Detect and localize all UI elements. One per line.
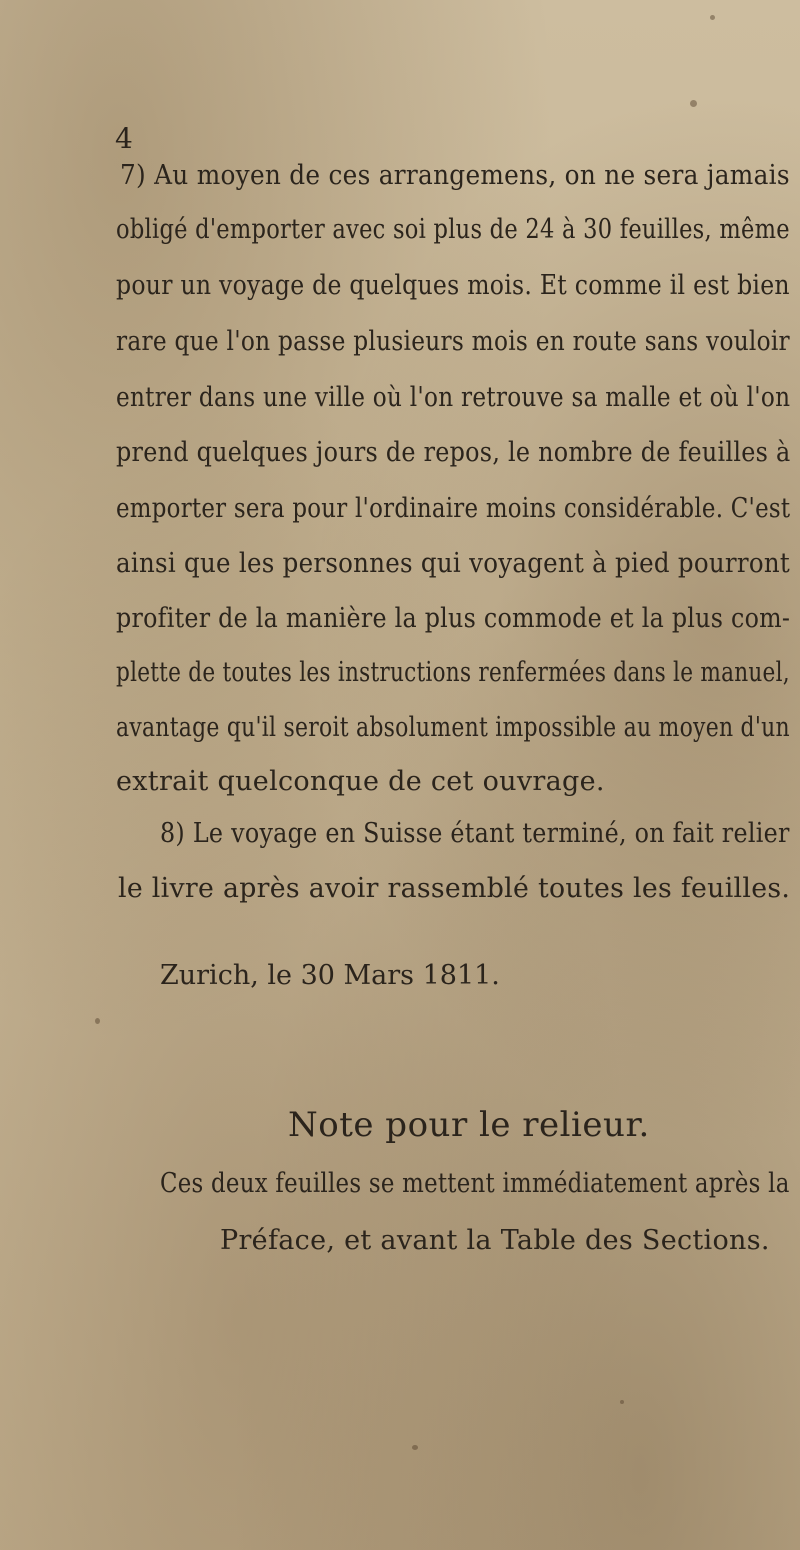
- text-line: rare que l'on passe plusieurs mois en route sans vouloir: [116, 326, 790, 357]
- text-line: entrer dans une ville où l'on retrouve sa malle et où l'on: [116, 382, 791, 413]
- text-line: 8) Le voyage en Suisse étant terminé, on fait relier: [160, 818, 790, 849]
- note-heading: Note pour le relieur.: [288, 1105, 650, 1145]
- foxing-spot: [95, 1018, 100, 1024]
- page-number: 4: [115, 122, 133, 155]
- foxing-spot: [620, 1400, 624, 1404]
- text-line: Préface, et avant la Table des Sections.: [220, 1225, 770, 1256]
- text-line: plette de toutes les instructions renfermées dans le manuel,: [116, 657, 790, 688]
- text-line: pour un voyage de quelques mois. Et comme il est bien: [116, 270, 790, 301]
- foxing-spot: [710, 15, 715, 20]
- text-line: obligé d'emporter avec soi plus de 24 à 30 feuilles, même: [116, 214, 790, 245]
- date-line: Zurich, le 30 Mars 1811.: [160, 960, 500, 991]
- text-line: 7) Au moyen de ces arrangemens, on ne sera jamais: [120, 160, 790, 191]
- text-line: extrait quelconque de cet ouvrage.: [116, 766, 605, 797]
- text-line: emporter sera pour l'ordinaire moins considérable. C'est: [116, 493, 791, 524]
- text-line: Ces deux feuilles se mettent immédiatement après la: [160, 1168, 790, 1199]
- foxing-spot: [690, 100, 697, 107]
- text-line: le livre après avoir rassemblé toutes les feuilles.: [118, 873, 791, 904]
- foxing-spot: [412, 1445, 418, 1450]
- text-line: profiter de la manière la plus commode et la plus com-: [116, 603, 791, 634]
- text-line: prend quelques jours de repos, le nombre de feuilles à: [116, 437, 791, 468]
- text-line: ainsi que les personnes qui voyagent à pied pourront: [116, 548, 791, 579]
- text-line: avantage qu'il seroit absolument impossible au moyen d'un: [116, 712, 790, 743]
